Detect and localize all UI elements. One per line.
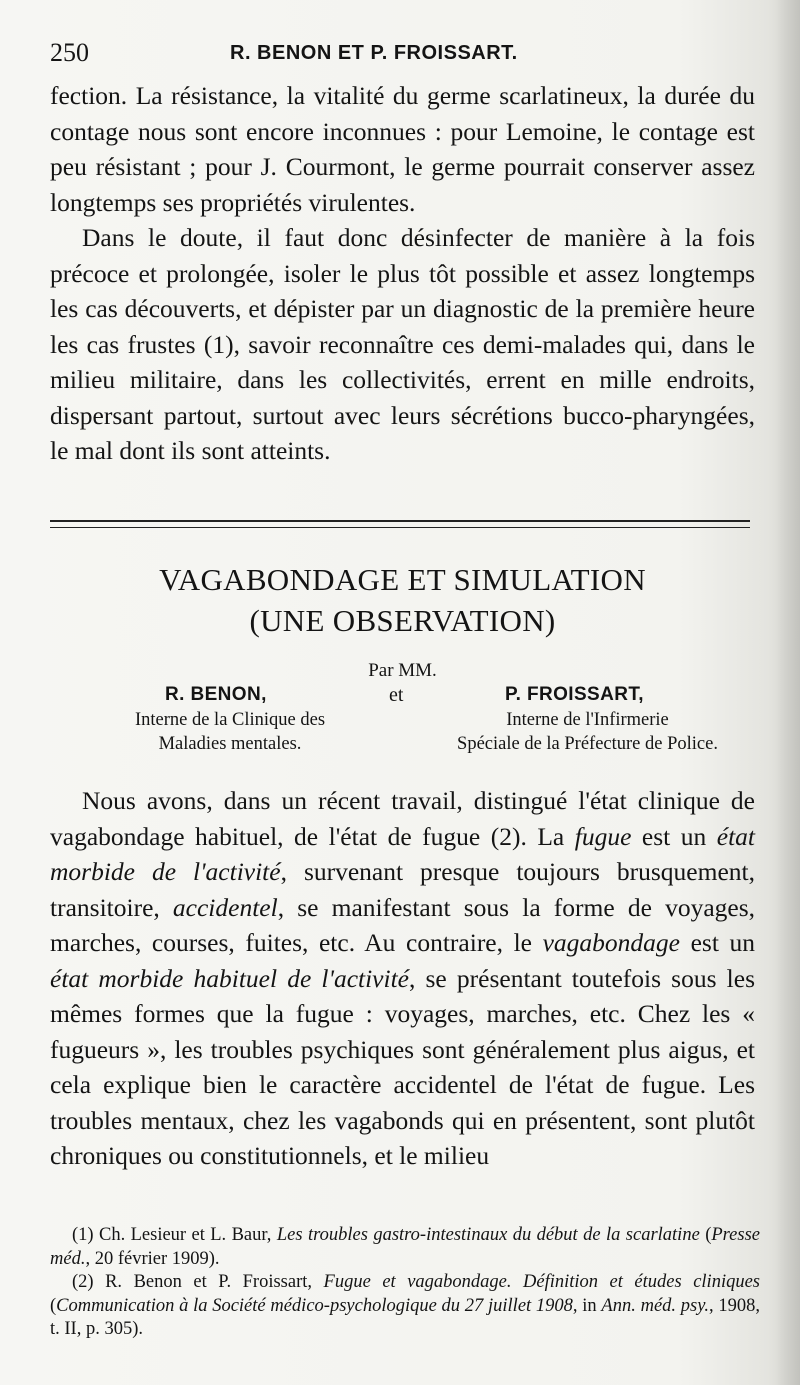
footnote-2 [50,1271,760,1342]
text-run: (1) Ch. Lesieur et L. Baur, [72,1225,277,1245]
italic-term: état morbide de l'activité [50,821,755,886]
section-rule-thin [50,527,750,528]
author-affiliation [395,708,780,756]
text-run: , 1908, t. II, p. 305). [50,1295,761,1339]
italic-term: vagabondage [542,928,680,957]
article-body [50,783,755,1174]
page-header [50,38,750,68]
italic-title: Les troubles gastro-intestinaux du début de la scarlatine [276,1225,700,1245]
italic-term: fugue [574,821,632,851]
text-run: Nous avons, dans un récent travail, distingué l'état clinique de vagabondage habituel, de l'état de fugue (2). La [50,786,755,851]
affiliation-line: Interne de l'Infirmerie [506,710,669,730]
page-number: 250 [50,38,89,67]
text-run: , 20 février 1909). [85,1248,220,1269]
article-title: VAGABONDAGE ET SIMULATION [159,562,646,597]
text-run: (2) R. Benon et P. Froissart, [72,1272,324,1292]
italic-term: accidentel [172,892,278,922]
italic-title: Presse méd. [50,1225,760,1269]
affiliation-line: Spéciale de la Préfecture de Police. [457,734,718,754]
text-run: est un [679,928,755,957]
article-subtitle: (UNE OBSERVATION) [249,603,556,638]
italic-title: Fugue et vagabondage. Définition et études cliniques [323,1272,760,1292]
text-run: , in [572,1295,602,1316]
text-run: , se présentant toutefois sous les mêmes formes que la fugue : voyages, marches, etc. Chez les « fugueurs », les troubles psychiques sont généralement plus aigus, et cela explique bien le caractère accidentel de l'état de fugue. Les troubles mentaux, chez les vagabonds qui en présentent, sont plutôt chroniques ou constitutionnels, et le milieu [50,963,755,1170]
footnotes [50,1224,760,1342]
italic-title: Communication à la Société médico-psychologique du 27 juillet 1908 [56,1295,573,1316]
running-head: R. BENON ET P. FROISSART. [230,42,518,64]
text-run: , survenant presque toujours brusquement, transitoire, [50,857,755,922]
text-run: est un [631,821,717,851]
text-run: , se manifestant sous la forme de voyages, marches, courses, fuites, etc. Au contraire, le [50,892,755,957]
footnote-1 [50,1224,760,1271]
paragraph [50,783,755,1174]
affiliation-line: Interne de la Clinique des [134,710,326,730]
affiliation-line: Maladies mentales. [158,734,302,754]
paragraph: Dans le doute, il faut donc désinfecter de manière à la fois précoce et prolongée, isoler le plus tôt possible et assez longtemps les cas découverts, et dépister par un diagnostic de la première heure les cas frustes (1), savoir reconnaître ces demi-malades qui, dans le milieu militaire, dans les collectivités, errent en mille endroits, dispersant partout, surtout avec leurs sécrétions bucco-pharyngées, le mal dont ils sont atteints. [50,223,755,465]
author-name: R. BENON, [165,684,267,705]
italic-title: Ann. méd. psy. [601,1295,710,1316]
previous-article-text [50,78,755,469]
author-conjunction: et [389,684,404,706]
byline: Par MM. [368,660,437,681]
italic-term: état morbide habituel de l'activité [50,963,409,993]
text-run: ( [699,1225,712,1245]
paragraph: fection. La résistance, la vitalité du germe scarlatineux, la durée du contage nous sont encore inconnues : pour Lemoine, le contage est peu résistant ; pour J. Courmont, le germe pourrait conserver assez longtemps ses propriétés virulentes. [50,81,755,217]
page-edge-shadow [776,0,800,1385]
section-rule-thick [50,520,750,522]
author-name: P. FROISSART, [505,684,644,705]
text-run: ( [50,1295,57,1316]
author-affiliation [85,708,375,756]
